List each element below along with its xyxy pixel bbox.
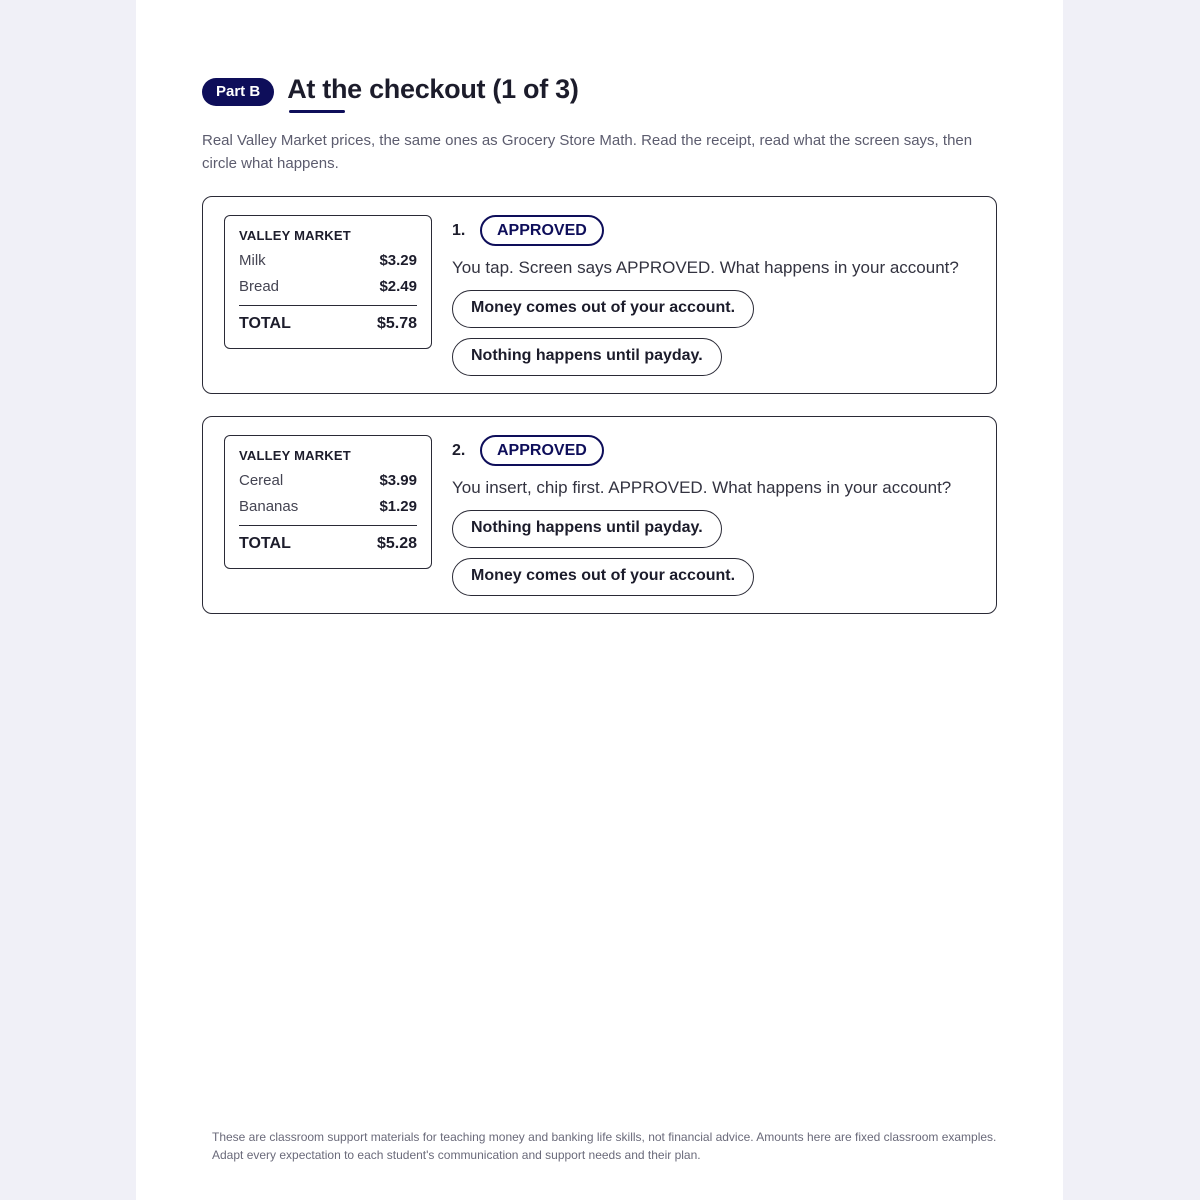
question-number: 1. xyxy=(452,221,466,239)
receipt-divider xyxy=(239,305,417,306)
question-header xyxy=(452,215,604,246)
receipt-line xyxy=(239,278,417,295)
receipt-item-price: $3.99 xyxy=(379,472,417,489)
receipt-total xyxy=(239,315,417,333)
receipt-item-price: $2.49 xyxy=(379,278,417,295)
receipt-total-label: TOTAL xyxy=(239,535,291,552)
receipt-item-price: $3.29 xyxy=(379,252,417,269)
receipt-item-name: Milk xyxy=(239,252,266,269)
receipt-item-name: Bread xyxy=(239,278,280,295)
question-prompt: You insert, chip first. APPROVED. What happens in your account? xyxy=(452,478,952,497)
answer-choice[interactable]: Money comes out of your account. xyxy=(452,558,754,596)
receipt-store-name: VALLEY MARKET xyxy=(239,448,351,463)
receipt-line xyxy=(239,498,417,515)
receipt-item-price: $1.29 xyxy=(379,498,417,515)
question-number: 2. xyxy=(452,441,466,459)
page-title: At the checkout (1 of 3) xyxy=(287,73,579,104)
title-underline xyxy=(289,110,345,113)
answer-choice[interactable]: Nothing happens until payday. xyxy=(452,338,722,376)
question-card-2 xyxy=(202,416,997,614)
answer-choice[interactable]: Money comes out of your account. xyxy=(452,290,754,328)
receipt xyxy=(224,215,432,349)
screen-status-badge: APPROVED xyxy=(480,435,604,466)
worksheet-page xyxy=(136,0,1063,1200)
receipt-line xyxy=(239,252,417,269)
receipt-item-name: Bananas xyxy=(239,498,299,515)
page-header xyxy=(202,72,579,106)
receipt-total-amount: $5.28 xyxy=(376,535,417,552)
receipt xyxy=(224,435,432,569)
receipt-line xyxy=(239,472,417,489)
intro-text: Real Valley Market prices, the same ones as Grocery Store Math. Read the receipt, read what the screen says, then circle what happens. xyxy=(202,132,973,172)
answer-choice[interactable]: Nothing happens until payday. xyxy=(452,510,722,548)
question-header xyxy=(452,435,604,466)
receipt-total xyxy=(239,535,417,553)
question-prompt: You tap. Screen says APPROVED. What happens in your account? xyxy=(452,258,959,277)
receipt-total-label: TOTAL xyxy=(239,315,291,332)
part-badge: Part B xyxy=(202,78,274,106)
question-card-1 xyxy=(202,196,997,394)
receipt-divider xyxy=(239,525,417,526)
receipt-item-name: Cereal xyxy=(239,472,284,489)
disclaimer-footer: These are classroom support materials for teaching money and banking life skills, not financial advice. Amounts here are fixed classroom examples. Adapt every expectation to each student's communication and support needs and their plan. xyxy=(212,1130,997,1162)
receipt-store-name: VALLEY MARKET xyxy=(239,228,351,243)
receipt-total-amount: $5.78 xyxy=(376,315,417,332)
screen-status-badge: APPROVED xyxy=(480,215,604,246)
